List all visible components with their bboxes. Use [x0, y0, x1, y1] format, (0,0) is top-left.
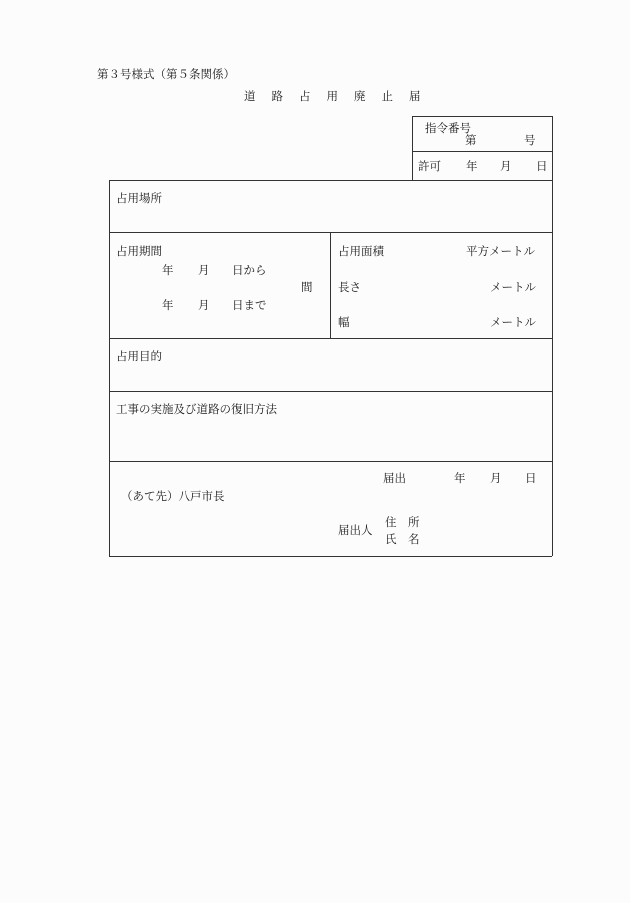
purpose-label: 占用目的 [116, 349, 162, 363]
permit-kyoka: 許可 [418, 159, 441, 173]
area-unit: 平方メートル [466, 244, 535, 258]
addressee: （あて先）八戸市長 [121, 489, 225, 503]
period-duration: 間 [301, 280, 313, 294]
todoke-year: 年 [454, 471, 466, 485]
applicant-label: 届出人 [338, 523, 373, 537]
construction-label: 工事の実施及び道路の復旧方法 [116, 402, 277, 416]
title-char: 道 [244, 89, 256, 103]
length-label: 長さ [338, 280, 361, 294]
period-to-year: 年 [162, 298, 174, 312]
todoke-day: 日 [525, 471, 537, 485]
title-char: 廃 [354, 89, 366, 103]
title-char: 止 [381, 89, 393, 103]
title-char: 用 [326, 89, 338, 103]
permit-go: 号 [524, 133, 536, 147]
width-label: 幅 [338, 315, 350, 329]
todoke-month: 月 [490, 471, 502, 485]
title-char: 届 [409, 89, 421, 103]
permit-month: 月 [500, 159, 512, 173]
period-label: 占用期間 [116, 244, 162, 258]
width-unit: メートル [490, 315, 536, 329]
page-title [244, 88, 421, 104]
period-from-month: 月 [198, 263, 210, 277]
form-number: 第３号様式（第５条関係） [97, 67, 235, 81]
length-unit: メートル [490, 280, 536, 294]
permit-number-label: 指令番号 [425, 121, 471, 135]
permit-dai: 第 [465, 133, 477, 147]
place-label: 占用場所 [116, 191, 162, 205]
permit-day: 日 [536, 159, 548, 173]
period-from-day: 日から [232, 263, 267, 277]
period-from-year: 年 [162, 263, 174, 277]
title-char: 路 [271, 89, 283, 103]
todoke-label: 届出 [383, 471, 406, 485]
address-label: 住 所 [385, 515, 420, 529]
area-label: 占用面積 [338, 244, 384, 258]
title-char: 占 [299, 89, 311, 103]
permit-year: 年 [466, 159, 478, 173]
period-to-day: 日まで [232, 298, 267, 312]
period-to-month: 月 [198, 298, 210, 312]
name-label: 氏 名 [385, 532, 420, 546]
